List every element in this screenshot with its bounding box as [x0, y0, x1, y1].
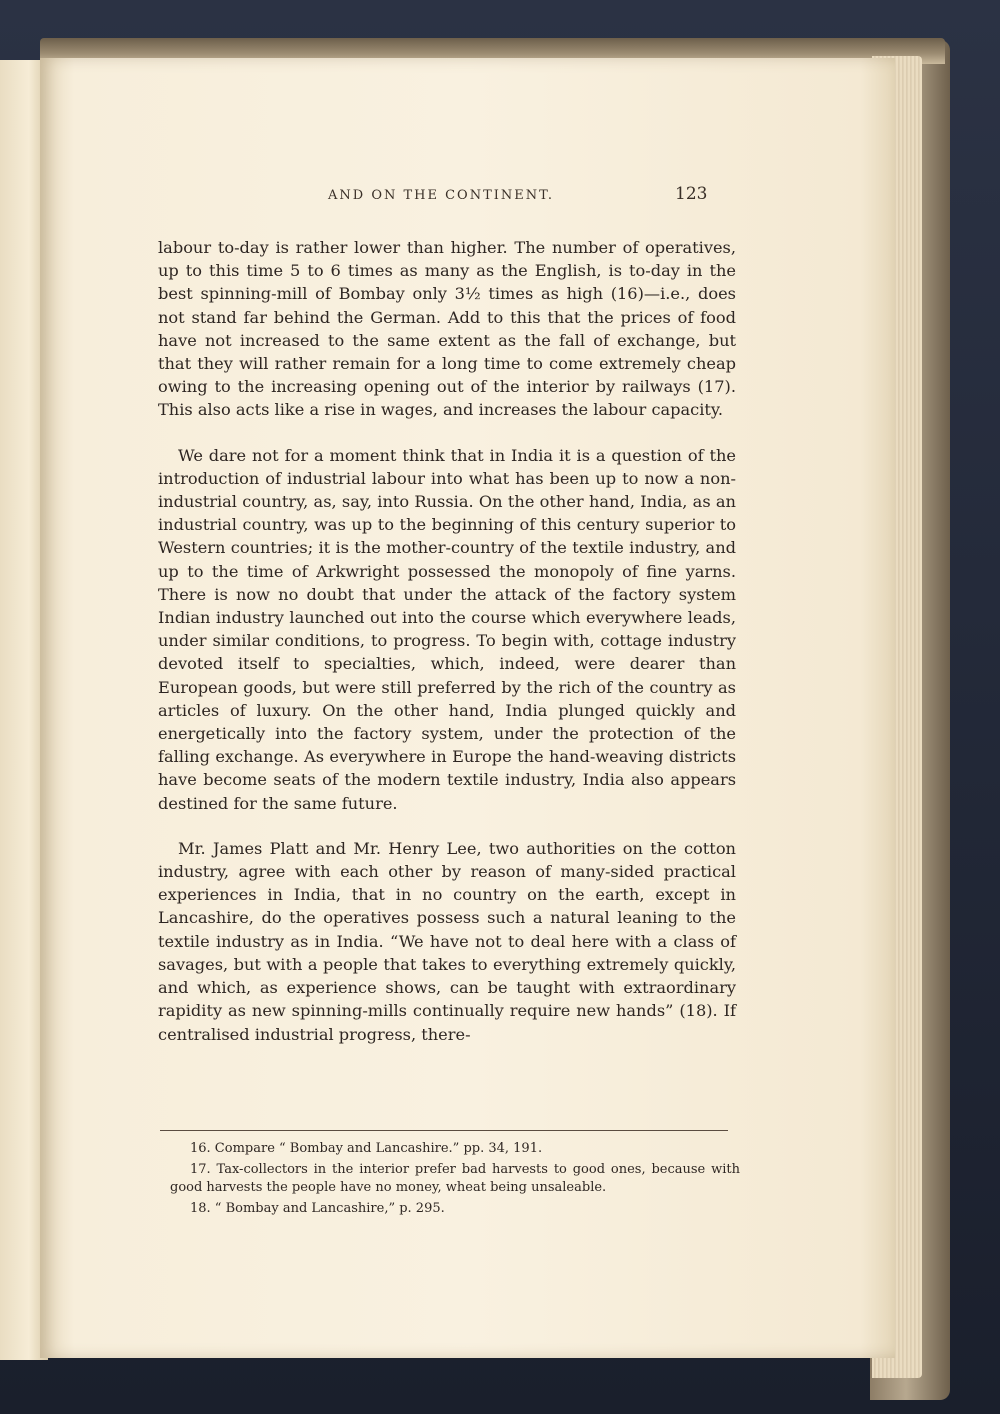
footnote-18: 18. “ Bombay and Lancashire,” p. 295. [190, 1201, 445, 1216]
page-number: 123 [675, 184, 708, 204]
footnote-16: 16. Compare “ Bombay and Lancashire.” pp. 34, 191. [190, 1141, 543, 1156]
footnote-rule [160, 1130, 728, 1131]
paragraph-1: labour to-day is rather lower than higher. The number of operatives, up to this time 5 to 6 times as many as the English, is to-day in the best spinning-mill of Bombay only 3½ times as high (16)—i.e., does not stand far behind the German. Add to this that the prices of food have not increased to the same extent as the fall of exchange, but that they will rather remain for a long time to come extremely cheap owing to the increasing opening out of the interior by railways (17). This also acts like a rise in wages, and increases the labour capacity. [158, 238, 736, 420]
running-title: AND ON THE CONTINENT. [328, 188, 555, 203]
footnote-17: 17. Tax-collectors in the interior prefer bad harvests to good ones, because with good harvests the people have no money, wheat being unsaleable. [170, 1162, 740, 1195]
paragraph-3: Mr. James Platt and Mr. Henry Lee, two authorities on the cotton industry, agree with each other by reason of many-sided practical experiences in India, that in no country on the earth, except in Lancashire, do the operatives possess such a natural leaning to the textile industry as in India. “We have not to deal here with a class of savages, but with a people that takes to everything extremely quickly, and which, as experience shows, can be taught with extraordinary rapidity as new spinning-mills continually require new hands” (18). If centralised industrial progress, there- [158, 838, 736, 1044]
body-text [158, 236, 736, 1046]
paragraph-2: We dare not for a moment think that in India it is a question of the introduction of industrial labour into what has been up to now a non-industrial country, as, say, into Russia. On the other hand, India, as an industrial country, was up to the beginning of this century superior to Western countries; it is the mother-country of the textile industry, and up to the time of Arkwright possessed the monopoly of fine yarns. There is now no doubt that under the attack of the factory system Indian industry launched out into the course which everywhere leads, under similar conditions, to progress. To begin with, cottage industry devoted itself to specialties, which, indeed, were dearer than European goods, but were still preferred by the rich of the country as articles of luxury. On the other hand, India plunged quickly and energetically into the factory system, under the protection of the falling exchange. As everywhere in Europe the hand-weaving districts have become seats of the modern textile industry, India also appears destined for the same future. [158, 445, 736, 813]
running-head [160, 184, 720, 208]
footnotes [170, 1140, 740, 1221]
